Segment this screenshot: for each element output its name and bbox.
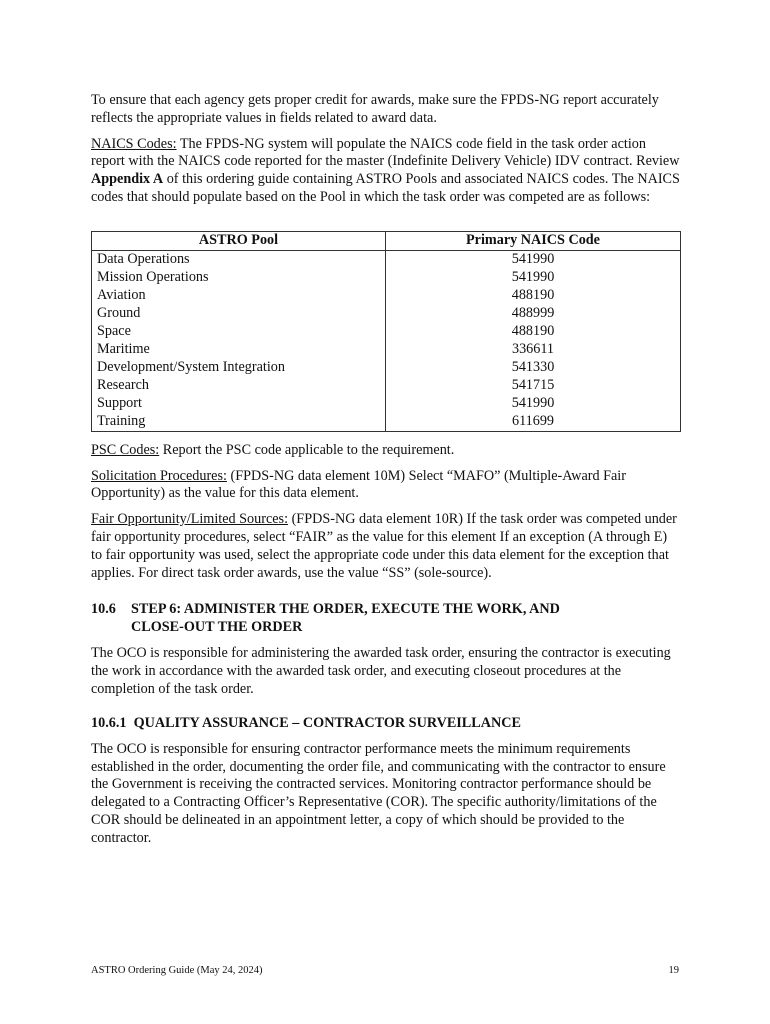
fair-opportunity-text: (FPDS-NG data element 10R) If the task order was competed under fair opportunity procedures, select “FAIR” as the value for this element If an exception (A through E) to fair opportunity was used, select the appropriate code under this data element for the exception that applies. For direct task order awards, use the value “SS” (sole-source).	[91, 511, 677, 581]
footer-document-title: ASTRO Ordering Guide (May 24, 2024)	[91, 965, 263, 976]
psc-text: Report the PSC code applicable to the requirement.	[159, 441, 455, 458]
naics-cell: 488190	[386, 287, 681, 305]
intro-paragraph: To ensure that each agency gets proper credit for awards, make sure the FPDS-NG report accurately reflects the appropriate values in fields related to award data.	[91, 92, 659, 126]
psc-label: PSC Codes:	[91, 441, 160, 458]
table-row	[92, 395, 681, 413]
section-10-6-heading	[91, 600, 681, 636]
section-10-6-title-line1: STEP 6: ADMINISTER THE ORDER, EXECUTE THE WORK, AND	[131, 601, 560, 618]
naics-cell: 541715	[386, 377, 681, 395]
section-10-6-1-number: 10.6.1	[91, 714, 127, 731]
naics-cell: 488190	[386, 323, 681, 341]
naics-text-2: of this ordering guide containing ASTRO Pools and associated NAICS codes. The NAICS codes that should populate based on the Pool in which the task order was competed are as follows:	[91, 171, 680, 205]
table-row	[92, 341, 681, 359]
table-row	[92, 323, 681, 341]
section-10-6-1-paragraph: The OCO is responsible for ensuring contractor performance meets the minimum requirements established in the order, documenting the order file, and communicating with the contractor to ensure the Government is receiving the contracted services. Monitoring contractor performance should be delegated to a Contracting Officer’s Representative (COR). The specific authority/limitations of the COR should be delineated in an appointment letter, a copy of which should be provided to the contractor.	[91, 740, 666, 846]
table-row	[92, 287, 681, 305]
header-naics-code: Primary NAICS Code	[386, 231, 681, 250]
pool-cell: Development/System Integration	[92, 359, 386, 377]
document-page	[91, 92, 681, 848]
pool-cell: Data Operations	[92, 250, 386, 269]
fair-opportunity-label: Fair Opportunity/Limited Sources:	[91, 511, 289, 528]
table-header-row	[92, 231, 681, 250]
naics-cell: 541990	[386, 269, 681, 287]
naics-cell: 611699	[386, 413, 681, 432]
pool-cell: Aviation	[92, 287, 386, 305]
section-10-6-1-title: QUALITY ASSURANCE – CONTRACTOR SURVEILLANCE	[133, 714, 521, 731]
table-row	[92, 269, 681, 287]
psc-paragraph	[91, 442, 681, 460]
pool-cell: Mission Operations	[92, 269, 386, 287]
header-astro-pool: ASTRO Pool	[92, 231, 386, 250]
naics-text-1: The FPDS-NG system will populate the NAICS code field in the task order action report with the NAICS code reported for the master (Indefinite Delivery Vehicle) IDV contract. Review	[91, 135, 680, 170]
page-footer	[91, 965, 681, 976]
table-row	[92, 413, 681, 432]
solicitation-label: Solicitation Procedures:	[91, 467, 227, 484]
naics-paragraph	[91, 136, 681, 207]
table-row	[92, 359, 681, 377]
table-row	[92, 250, 681, 269]
section-10-6-number: 10.6	[91, 601, 116, 618]
appendix-a-ref: Appendix A	[91, 171, 164, 188]
solicitation-text: (FPDS-NG data element 10M) Select “MAFO” (Multiple-Award Fair Opportunity) as the value for this data element.	[91, 467, 626, 502]
fair-opportunity-paragraph	[91, 511, 681, 582]
naics-cell: 336611	[386, 341, 681, 359]
section-10-6-1-heading	[91, 714, 681, 732]
naics-cell: 541990	[386, 250, 681, 269]
pool-cell: Space	[92, 323, 386, 341]
naics-cell: 541330	[386, 359, 681, 377]
solicitation-paragraph	[91, 468, 681, 504]
section-10-6-paragraph: The OCO is responsible for administering the awarded task order, ensuring the contractor is executing the work in accordance with the awarded task order, and executing closeout procedures at the completion of the task order.	[91, 645, 671, 697]
pool-cell: Training	[92, 413, 386, 432]
pool-cell: Support	[92, 395, 386, 413]
table-row	[92, 305, 681, 323]
naics-table	[91, 231, 681, 432]
page-number: 19	[668, 965, 679, 976]
pool-cell: Research	[92, 377, 386, 395]
table-row	[92, 377, 681, 395]
naics-cell: 488999	[386, 305, 681, 323]
pool-cell: Ground	[92, 305, 386, 323]
naics-cell: 541990	[386, 395, 681, 413]
section-10-6-title-line2: CLOSE-OUT THE ORDER	[131, 619, 303, 636]
pool-cell: Maritime	[92, 341, 386, 359]
naics-label: NAICS Codes:	[91, 135, 177, 152]
